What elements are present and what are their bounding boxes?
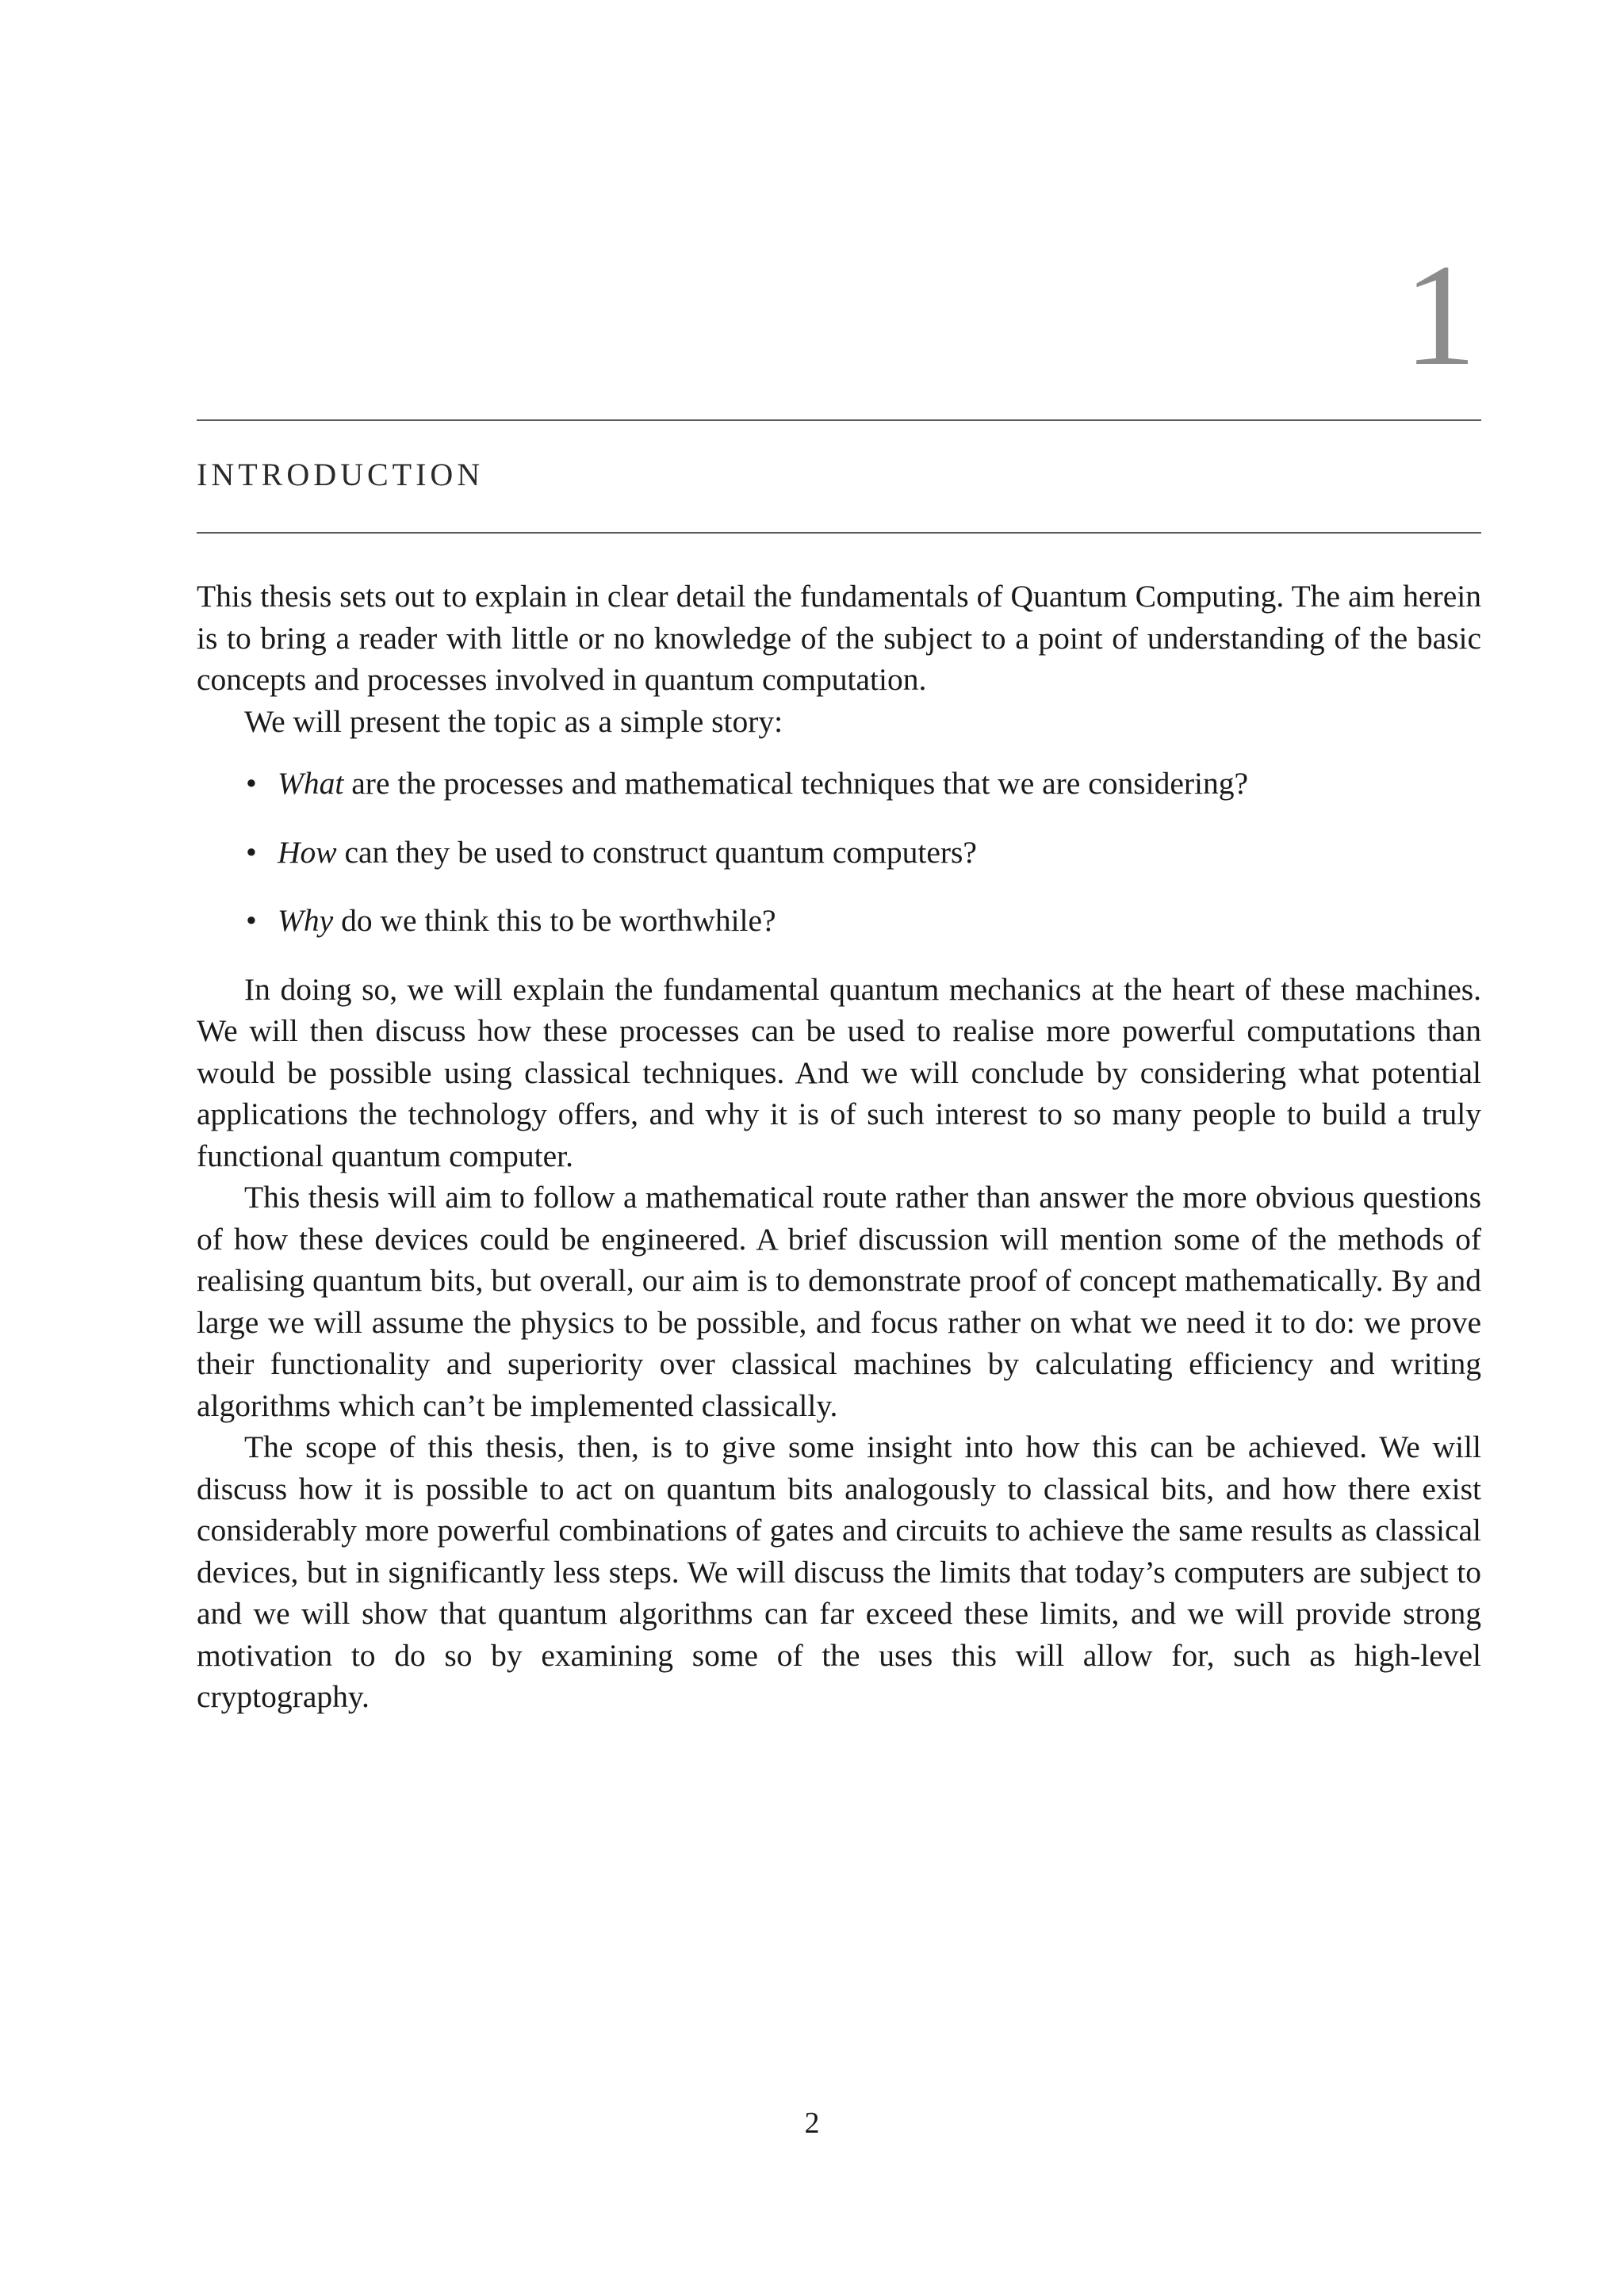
overview-paragraph: In doing so, we will explain the fundamental quantum mechanics at the heart of these machines. We will then discuss how these processes can be used to realise more powerful computations than would be possible using classical techniques. And we will conclude by considering what potential applications the technology offers, and why it is of such interest to so many people to build a truly functional quantum computer. xyxy=(197,971,1481,1173)
page-number: 2 xyxy=(804,2107,820,2140)
chapter-number: 1 xyxy=(1404,234,1477,396)
list-item-text: can they be used to construct quantum computers? xyxy=(336,834,977,870)
list-item-text: do we think this to be worthwhile? xyxy=(333,903,776,938)
list-item xyxy=(197,832,1481,874)
chapter-title: INTRODUCTION xyxy=(197,457,485,492)
bullet-marker: • xyxy=(246,766,257,801)
list-item-lead: How xyxy=(278,834,337,870)
list-item-lead: Why xyxy=(278,903,334,938)
body-text xyxy=(197,576,1481,1718)
intro-paragraph: This thesis sets out to explain in clear detail the fundamentals of Quantum Computing. The aim herein is to bring a reader with little or no knowledge of the subject to a point of understanding of the basic concepts and processes involved in quantum computation. xyxy=(197,579,1481,697)
question-list xyxy=(197,763,1481,942)
scope-paragraph: The scope of this thesis, then, is to give some insight into how this can be achieved. We will discuss how it is possible to act on quantum bits analogously to classical bits, and how there exist considerably more powerful combinations of gates and circuits to achieve the same results as classical devices, but in significantly less steps. We will discuss the limits that today’s computers are subject to and we will show that quantum algorithms can far exceed these limits, and we will provide strong motivation to do so by examining some of the uses this will allow for, such as high-level cryptography. xyxy=(197,1429,1481,1714)
list-item xyxy=(197,900,1481,942)
list-item xyxy=(197,763,1481,805)
story-paragraph: We will present the topic as a simple story: xyxy=(244,703,783,739)
top-rule xyxy=(197,419,1481,421)
bullet-marker: • xyxy=(246,834,257,870)
bottom-rule xyxy=(197,532,1481,534)
list-item-text: are the processes and mathematical techniques that we are considering? xyxy=(343,766,1249,801)
bullet-marker: • xyxy=(246,903,257,938)
list-item-lead: What xyxy=(278,766,344,801)
approach-paragraph: This thesis will aim to follow a mathematical route rather than answer the more obvious questions of how these devices could be engineered. A brief discussion will mention some of the methods of realising quantum bits, but overall, our aim is to demonstrate proof of concept mathematically. By and large we will assume the physics to be possible, and focus rather on what we need it to do: we prove their functionality and superiority over classical machines by calculating efficiency and writing algorithms which can’t be implemented classically. xyxy=(197,1180,1481,1423)
